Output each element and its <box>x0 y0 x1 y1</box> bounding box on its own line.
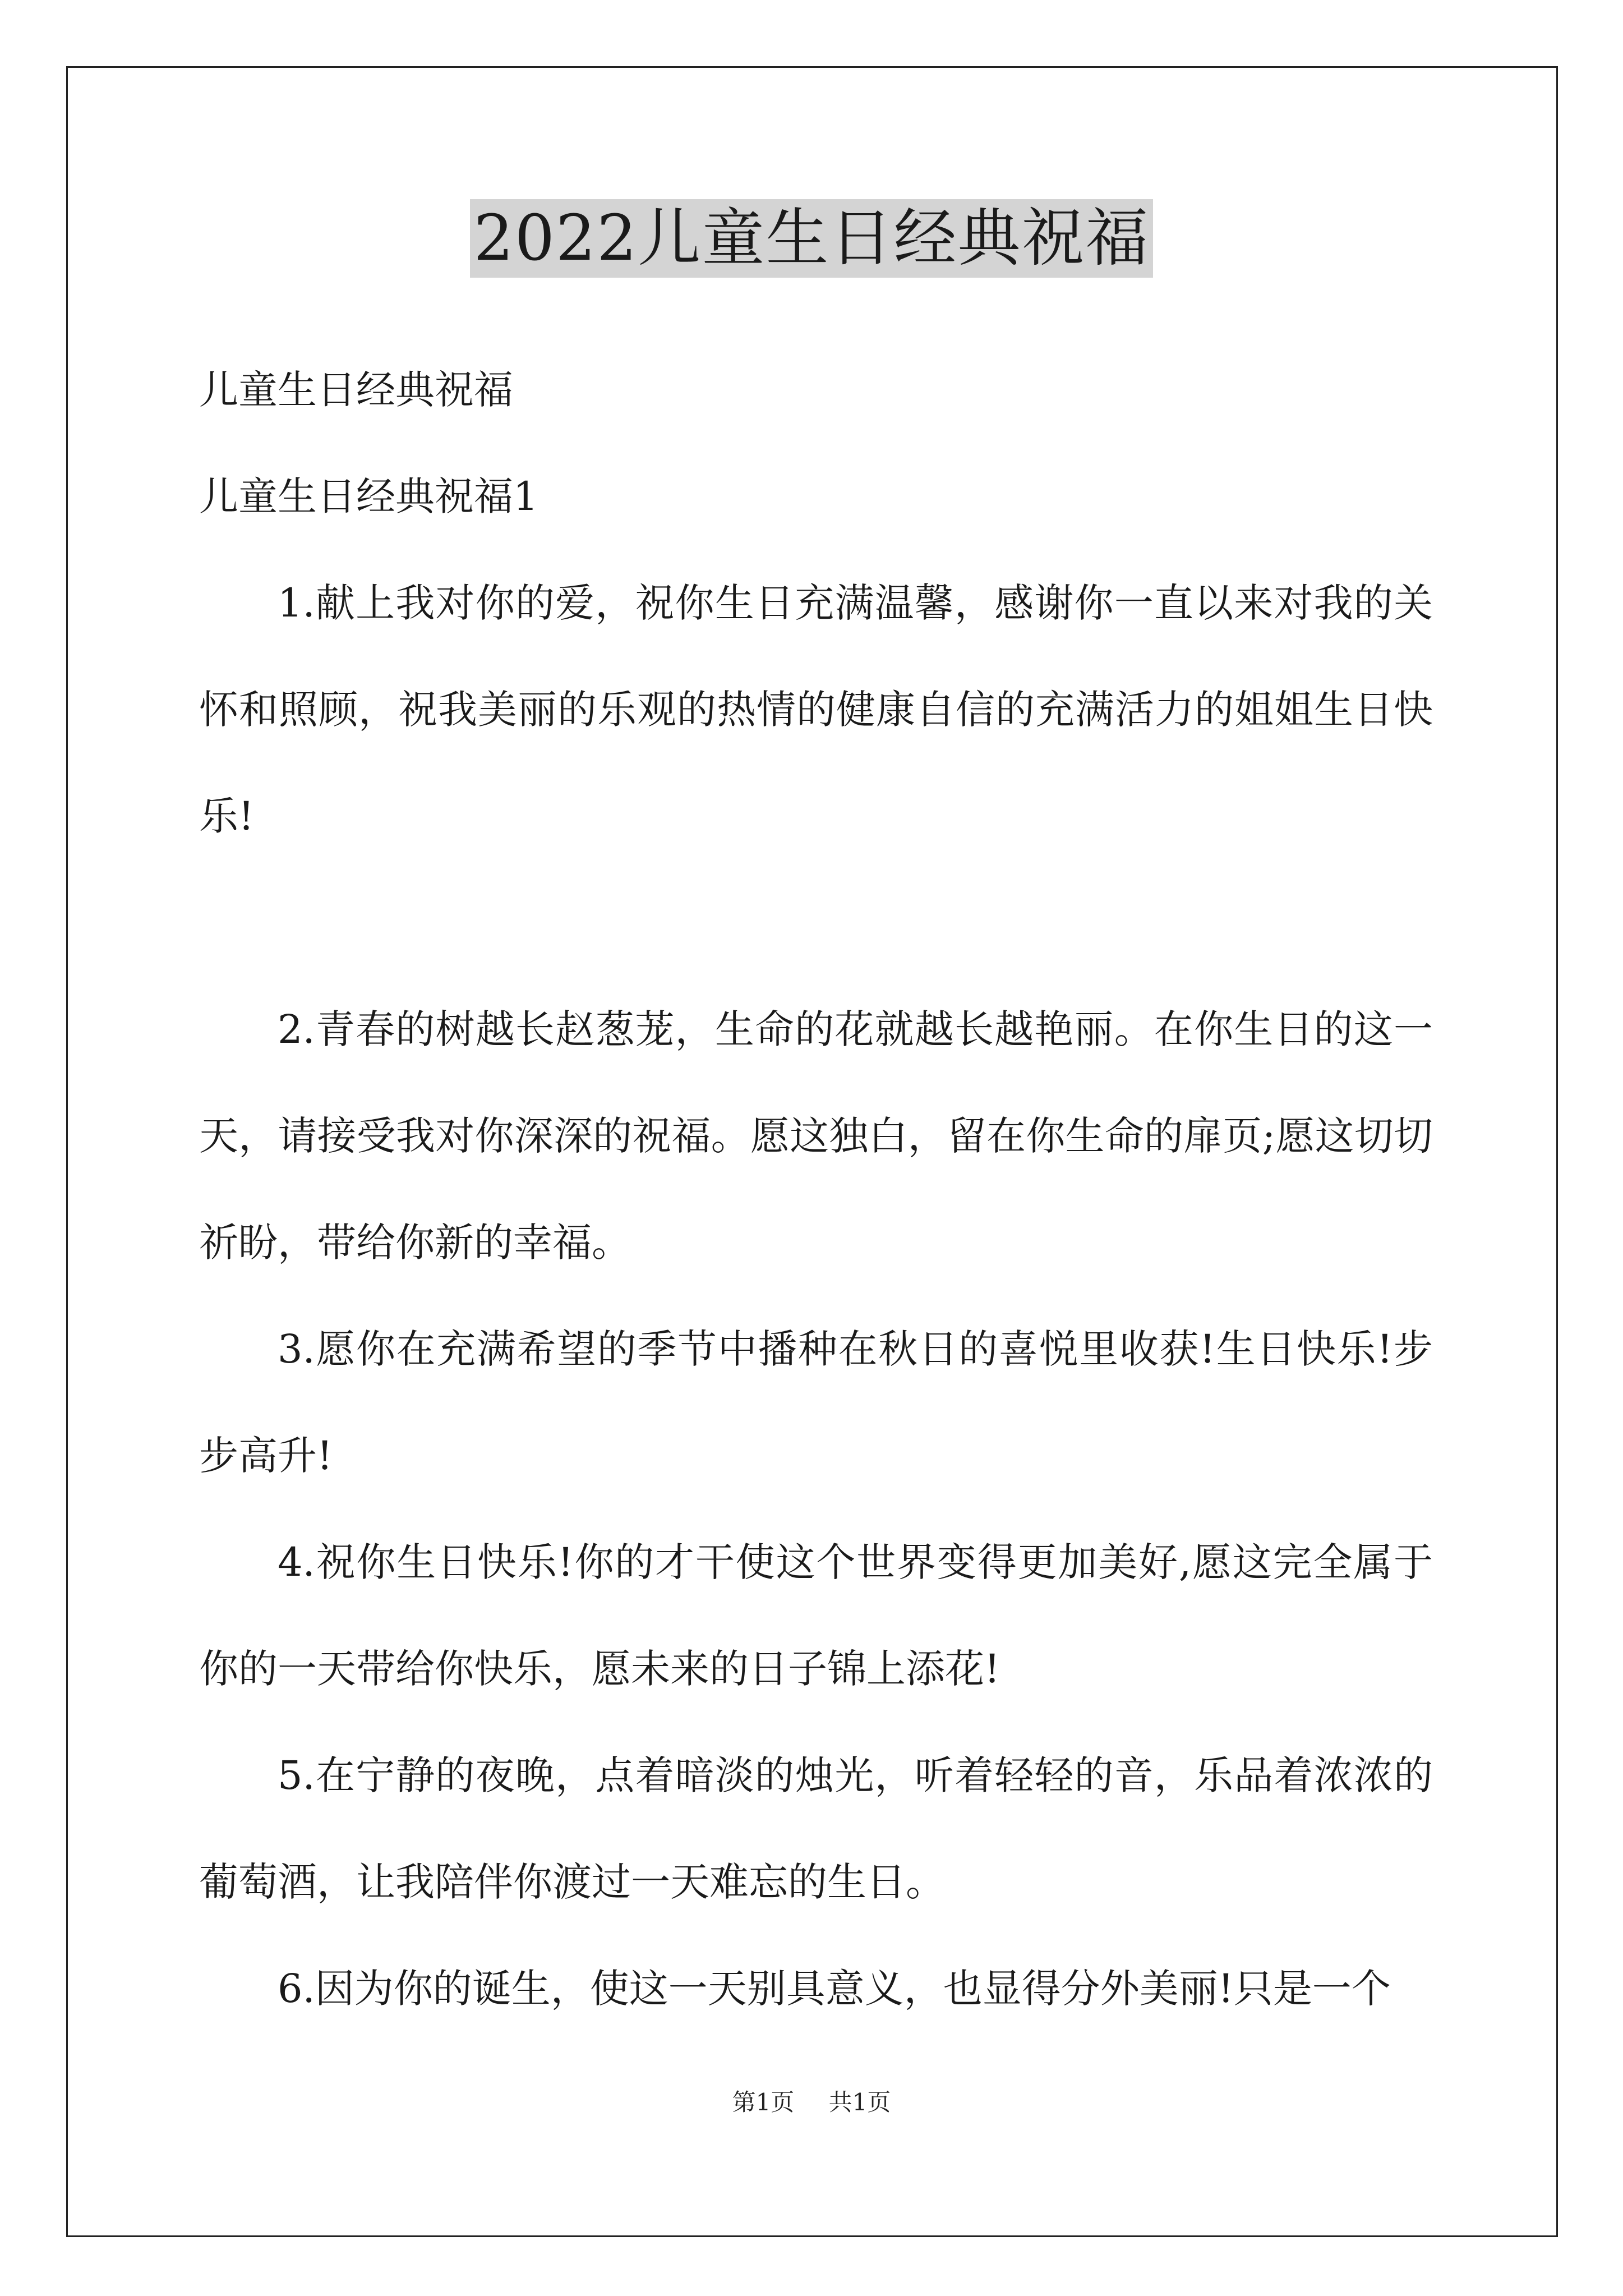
page-footer <box>0 2086 1623 2119</box>
page-number-total: 共1页 <box>828 2088 891 2116</box>
page-number-current: 第1页 <box>732 2088 795 2116</box>
paragraph-1: 1.献上我对你的爱，祝你生日充满温馨，感谢你一直以来对我的关怀和照顾，祝我美丽的乐观的热情的健康自信的充满活力的姐姐生日快乐! <box>199 580 1433 839</box>
paragraph-gap <box>199 869 1433 976</box>
section-heading: 儿童生日经典祝福1 <box>199 473 538 519</box>
document-body <box>199 337 1433 2042</box>
document-title: 2022儿童生日经典祝福 <box>470 199 1152 278</box>
title-container <box>0 199 1623 278</box>
paragraph-6: 6.因为你的诞生，使这一天别具意义，也显得分外美丽!只是一个 <box>278 1966 1391 2012</box>
paragraph-4: 4.祝你生日快乐!你的才干使这个世界变得更加美好,愿这完全属于你的一天带给你快乐，愿未来的日子锦上添花! <box>199 1539 1433 1692</box>
paragraph-3: 3.愿你在充满希望的季节中播种在秋日的喜悦里收获!生日快乐!步步高升! <box>199 1326 1433 1479</box>
document-subtitle: 儿童生日经典祝福 <box>199 367 513 413</box>
paragraph-5: 5.在宁静的夜晚，点着暗淡的烛光，听着轻轻的音，乐品着浓浓的葡萄酒，让我陪伴你渡过一天难忘的生日。 <box>199 1752 1433 1905</box>
paragraph-2: 2.青春的树越长赵葱茏，生命的花就越长越艳丽。在你生日的这一天，请接受我对你深深的祝福。愿这独白，留在你生命的扉页;愿这切切祈盼，带给你新的幸福。 <box>199 1006 1433 1266</box>
